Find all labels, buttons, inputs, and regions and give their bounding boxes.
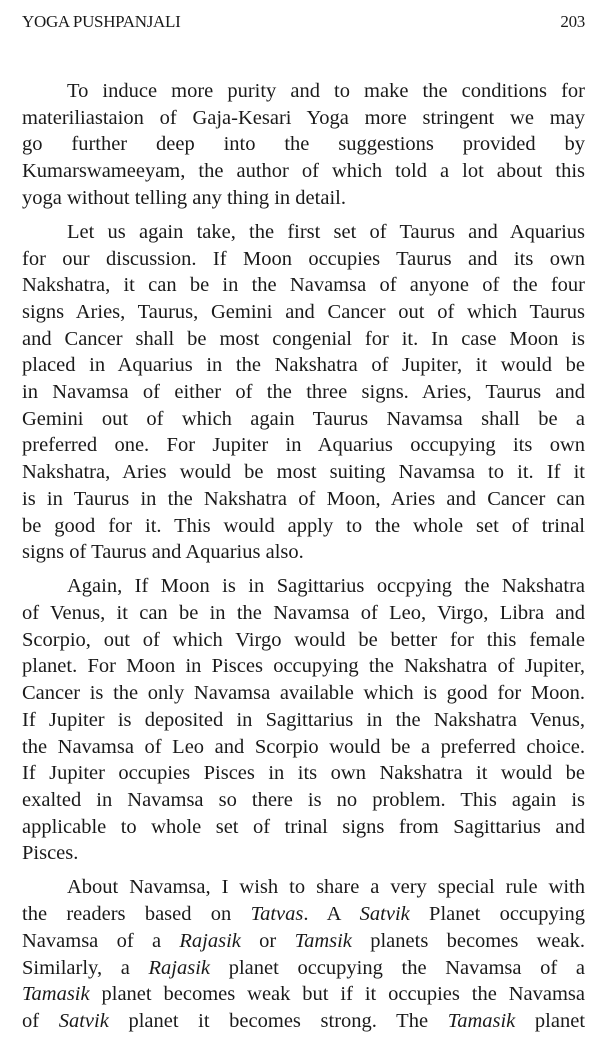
text-line (22, 486, 585, 513)
text-segment: planet (515, 1009, 586, 1032)
text-segment: planets becomes weak. (351, 929, 585, 952)
text-line (22, 760, 585, 787)
paragraph (22, 219, 585, 566)
text-line (22, 513, 585, 540)
text-segment: Gemini out of which again Taurus Navamsa shall be a (22, 407, 585, 430)
text-line (22, 600, 585, 627)
text-line (22, 78, 585, 105)
text-segment: planet occupying the Navamsa of a (210, 956, 585, 979)
text-segment: Scorpio, out of which Virgo would be better for this female (22, 628, 585, 651)
text-segment: for our discussion. If Moon occupies Taurus and its own (22, 247, 585, 270)
text-segment: applicable to whole set of trinal signs from Sagittarius and (22, 815, 585, 838)
text-segment: planet becomes weak but if it occupies the Navamsa (89, 983, 585, 1006)
text-segment: the Navamsa of Leo and Scorpio would be a preferred choice. (22, 735, 585, 758)
text-segment: Nakshatra, it can be in the Navamsa of anyone of the four (22, 274, 585, 297)
text-segment: Navamsa of a (22, 929, 180, 952)
text-line (22, 272, 585, 299)
text-line (22, 707, 585, 734)
text-line (22, 814, 585, 841)
text-segment: signs of Taurus and Aquarius also. (22, 541, 304, 564)
text-segment: of Venus, it can be in the Navamsa of Leo, Virgo, Libra and (22, 602, 585, 625)
text-segment: preferred one. For Jupiter in Aquarius occupying its own (22, 434, 585, 457)
text-line (22, 901, 585, 928)
text-segment: signs Aries, Taurus, Gemini and Cancer out of which Taurus (22, 301, 585, 323)
page-body (22, 78, 585, 1042)
text-segment: If Jupiter occupies Pisces in its own Nakshatra it would be (22, 762, 585, 785)
text-segment: go further deep into the suggestions provided by (22, 133, 585, 156)
italic-term: Satvik (359, 903, 410, 926)
text-line (22, 326, 585, 353)
text-line (22, 840, 585, 867)
text-segment: Cancer is the only Navamsa available which is good for Moon. (22, 682, 585, 705)
text-line (22, 379, 585, 406)
text-line (22, 955, 585, 982)
text-segment: placed in Aquarius in the Nakshatra of Jupiter, it would be (22, 354, 585, 377)
book-title: YOGA PUSHPANJALI (22, 12, 181, 31)
text-segment: yoga without telling any thing in detail. (22, 186, 346, 209)
text-segment: and Cancer shall be most congenial for it. In case Moon is (22, 327, 585, 350)
text-line (22, 1008, 585, 1035)
text-segment: planet. For Moon in Pisces occupying the Nakshatra of Jupiter, (22, 655, 585, 678)
text-segment: Again, If Moon is in Sagittarius occpying the Nakshatra (67, 575, 585, 598)
text-line (22, 459, 585, 486)
text-line (22, 105, 585, 132)
text-line (22, 185, 585, 212)
text-line (22, 246, 585, 273)
text-segment: About Navamsa, I wish to share a very special rule with (67, 876, 585, 899)
text-line (22, 406, 585, 433)
text-line (22, 787, 585, 814)
text-line (22, 219, 585, 246)
text-line (22, 734, 585, 761)
text-line (22, 158, 585, 185)
text-segment: Nakshatra, Aries would be most suiting Navamsa to it. If it (22, 461, 585, 484)
text-segment: Pisces. (22, 842, 79, 865)
text-segment: If Jupiter is deposited in Sagittarius in the Nakshatra Venus, (22, 708, 585, 731)
text-line (22, 874, 585, 901)
text-segment: Kumarswameeyam, the author of which told a lot about this (22, 160, 585, 183)
text-line (22, 653, 585, 680)
text-segment: To induce more purity and to make the conditions for (67, 80, 585, 102)
text-segment: . A (303, 903, 360, 926)
text-segment: of (22, 1009, 59, 1032)
italic-term: Satvik (58, 1009, 109, 1032)
paragraph (22, 78, 585, 211)
italic-term: Tatvas (250, 903, 304, 926)
text-line (22, 352, 585, 379)
text-segment: be good for it. This would apply to the whole set of trinal (22, 514, 585, 537)
italic-term: Tamasik (22, 983, 90, 1006)
page-number: 203 (560, 12, 585, 31)
text-segment: is in Taurus in the Nakshatra of Moon, Aries and Cancer can (22, 487, 585, 510)
paragraph (22, 573, 585, 867)
italic-term: Tamsik (294, 929, 352, 952)
text-line (22, 299, 585, 326)
text-segment: exalted in Navamsa so there is no problem. This again is (22, 788, 585, 811)
italic-term: Tamasik (447, 1009, 516, 1032)
text-segment: Similarly, a (22, 956, 149, 979)
text-segment: Planet occupying (409, 903, 585, 926)
italic-term: Rajasik (148, 956, 211, 979)
text-line (22, 432, 585, 459)
italic-term: Rajasik (179, 929, 241, 952)
text-line (22, 573, 585, 600)
text-segment: or (240, 929, 295, 952)
text-line (22, 131, 585, 158)
text-line (22, 680, 585, 707)
text-line (22, 928, 585, 955)
text-segment: materiliastaion of Gaja-Kesari Yoga more stringent we may (22, 106, 585, 129)
text-segment: the readers based on (22, 903, 251, 926)
text-segment: planet it becomes strong. The (108, 1009, 448, 1032)
text-line (22, 981, 585, 1008)
text-line (22, 539, 585, 566)
paragraph (22, 874, 585, 1034)
text-line (22, 627, 585, 654)
text-segment: Let us again take, the first set of Taurus and Aquarius (67, 220, 585, 243)
running-header (22, 10, 585, 34)
text-segment: in Navamsa of either of the three signs. Aries, Taurus and (22, 381, 585, 404)
